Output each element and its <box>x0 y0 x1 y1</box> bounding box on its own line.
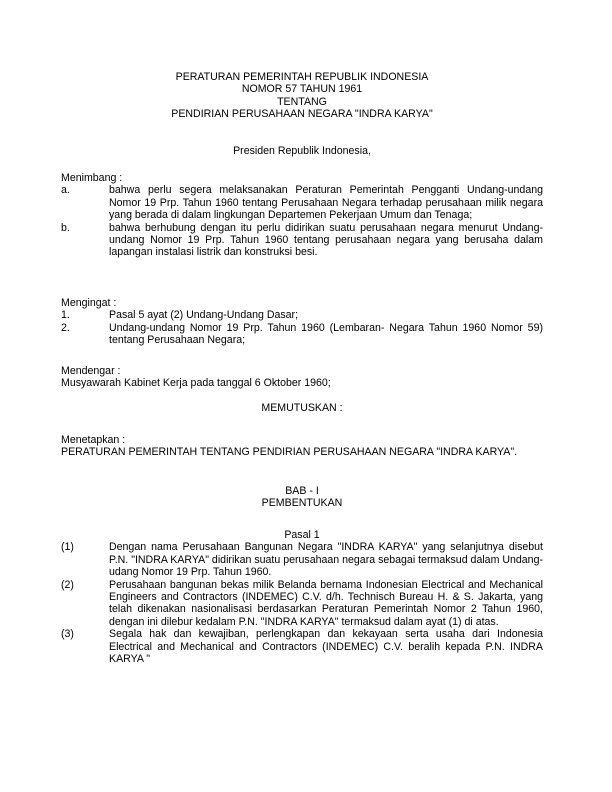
item-marker: 1. <box>61 309 70 322</box>
item-text: Undang-undang Nomor 19 Prp. Tahun 1960 (Lembaran- Negara Tahun 1960 Nomor 59) tentang Perusahaan Negara; <box>109 321 543 347</box>
list-item <box>61 628 543 665</box>
item-text: Perusahaan bangunan bekas milik Belanda bernama Indonesian Electrical and Mechanical Engineers and Contractors (INDEMEC) C.V. d/h. Technisch Bureau H. & S. Jakarta, yang telah dikenakan nasionalisasi berdasarkan Peraturan Pemerintah Nomor 2 Tahun 1960, dengan ini dilebur kedalam P.N. "INDRA KARYA" termaksud dalam ayat (1) di atas. <box>109 578 543 628</box>
section-heading: Mendengar : <box>61 365 121 377</box>
chapter-title: PEMBENTUKAN <box>261 497 343 510</box>
menetapkan-section <box>61 434 543 459</box>
chapter-number: BAB - I <box>285 485 319 497</box>
item-marker: (1) <box>61 541 74 554</box>
list-item <box>61 184 543 221</box>
item-marker: b. <box>61 221 70 234</box>
section-heading: Mengingat : <box>61 297 117 309</box>
title-line: PERATURAN PEMERINTAH REPUBLIK INDONESIA <box>175 71 429 83</box>
pasal-1-section <box>61 529 543 665</box>
section-text: Musyawarah Kabinet Kerja pada tanggal 6 Oktober 1960; <box>61 377 331 390</box>
item-marker: (3) <box>61 628 74 641</box>
memutuskan-heading: MEMUTUSKAN : <box>261 402 343 414</box>
title-line: TENTANG <box>277 95 327 108</box>
mendengar-section <box>61 365 543 390</box>
item-marker: a. <box>61 184 70 197</box>
section-heading: Menetapkan : <box>61 434 126 446</box>
item-marker: (2) <box>61 578 74 591</box>
section-heading: Menimbang : <box>61 172 123 184</box>
document-title <box>61 71 543 121</box>
list-item <box>61 309 543 321</box>
title-line: NOMOR 57 TAHUN 1961 <box>241 83 363 96</box>
mengingat-section <box>61 297 543 347</box>
chapter-heading <box>61 485 543 510</box>
item-text: Pasal 5 ayat (2) Undang-Undang Dasar; <box>109 309 299 322</box>
item-text: Dengan nama Perusahaan Bangunan Negara "INDRA KARYA" yang selanjutnya disebut P.N. "INDRA KARYA" didirikan suatu perusahaan negara sebagai termaksud dalam Undang-udang Nomor 19 Prp. Tahun 1960. <box>109 541 543 579</box>
title-line: PENDIRIAN PERUSAHAAN NEGARA "INDRA KARYA" <box>171 108 433 121</box>
list-item <box>61 222 543 259</box>
item-text: bahwa berhubung dengan itu perlu didirikan suatu perusahaan negara menurut Undang-undang Nomor 19 Prp. Tahun 1960 tentang perusahaan negara yang berusaha dalam lapangan instalasi listrik dan konstruksi besi. <box>109 221 543 259</box>
president-line: Presiden Republik Indonesia, <box>233 145 371 157</box>
list-item <box>61 322 543 347</box>
menimbang-section <box>61 172 543 259</box>
section-text: PERATURAN PEMERINTAH TENTANG PENDIRIAN PERUSAHAAN NEGARA "INDRA KARYA". <box>61 446 518 459</box>
item-text: bahwa perlu segera melaksanakan Peraturan Pemerintah Pengganti Undang-undang Nomor 19 Prp. Tahun 1960 tentang Perusahaan Negara terhadap perusahaan milik negara yang berada di dalam lingkungan Departemen Pekerjaan Umum dan Tenaga; <box>109 184 543 222</box>
article-heading: Pasal 1 <box>284 529 320 541</box>
list-item <box>61 579 543 629</box>
list-item <box>61 541 543 578</box>
item-marker: 2. <box>61 321 70 334</box>
item-text: Segala hak dan kewajiban, perlengkapan dan kekayaan serta usaha dari Indonesia Electrical and Mechanical and Contractors (INDEMEC) C.V. beralih kepada P.N. INDRA KARYA " <box>109 628 543 666</box>
